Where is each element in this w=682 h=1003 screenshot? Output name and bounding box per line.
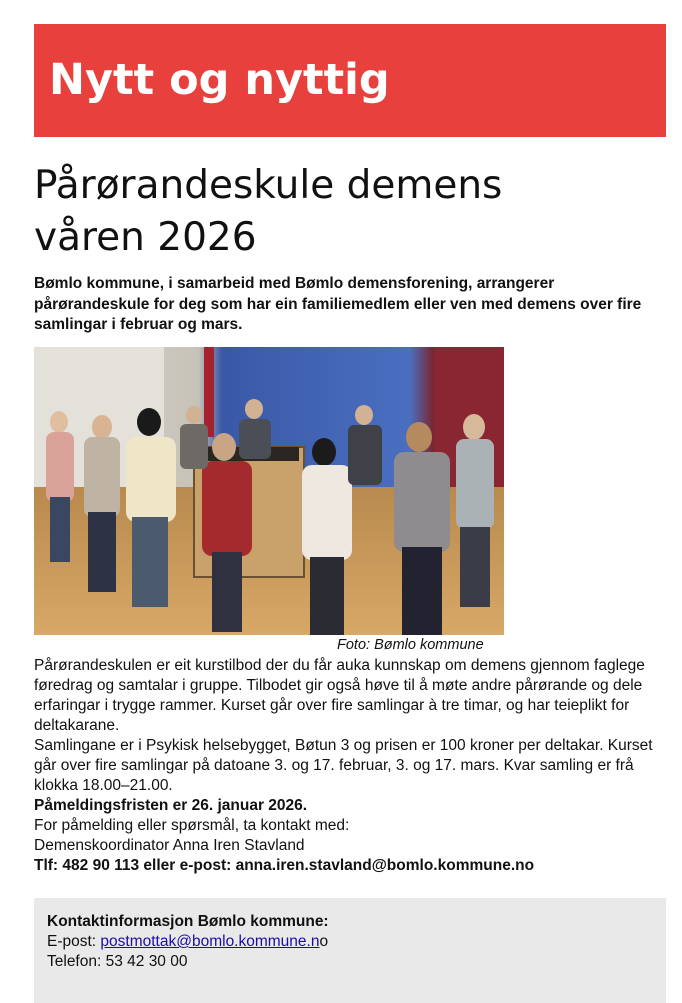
- photo-caption: Foto: Bømlo kommune: [337, 637, 484, 653]
- email-tail: o: [319, 933, 329, 950]
- phone-email-line: Tlf: 482 90 113 eller e-post: anna.iren.stavland@bomlo.kommune.no: [34, 857, 535, 874]
- header-banner: [34, 24, 666, 137]
- article-lead: Bømlo kommune, i samarbeid med Bømlo demensforening, arrangerer pårørandeskule for deg som har ein familiemedlem eller ven med demens over fire samlingar i februar og mars.: [34, 275, 642, 333]
- registration-deadline: Påmeldingsfristen er 26. januar 2026.: [34, 797, 308, 814]
- contact-heading: Kontaktinformasjon Bømlo kommune:: [47, 913, 329, 930]
- email-label: E-post:: [47, 933, 101, 950]
- paragraph-details: Samlingane er i Psykisk helsebygget, Bøtun 3 og prisen er 100 kroner per deltakar. Kurset går over fire samlingar på datoane 3. og 17. februar, 3. og 17. mars. Kvar samling er frå klokka 18.00–21.00.: [34, 737, 653, 794]
- email-link[interactable]: postmottak@bomlo.kommune.n: [100, 933, 320, 950]
- article-body: [34, 656, 666, 876]
- banner-title: Nytt og nyttig: [49, 55, 390, 105]
- contact-info-box: [34, 898, 666, 1003]
- headline-line-1: Pårørandeskule demens: [34, 163, 503, 208]
- coordinator-name: Demenskoordinator Anna Iren Stavland: [34, 837, 305, 854]
- contact-phone: Telefon: 53 42 30 00: [47, 953, 188, 970]
- article-photo: [34, 347, 504, 635]
- article-headline: [34, 160, 664, 264]
- paragraph-intro: Pårørandeskulen er eit kurstilbod der du får auka kunnskap om demens gjennom faglege føredrag og samtalar i gruppe. Tilbodet gir også høve til å møte andre pårørande og dele erfaringar i trygge rammer. Kurset går over fire samlingar à tre timar, og har teieplikt for deltakarane.: [34, 657, 645, 734]
- contact-intro: For påmelding eller spørsmål, ta kontakt med:: [34, 817, 350, 834]
- contact-email-row: [47, 932, 329, 952]
- headline-line-2: våren 2026: [34, 215, 257, 260]
